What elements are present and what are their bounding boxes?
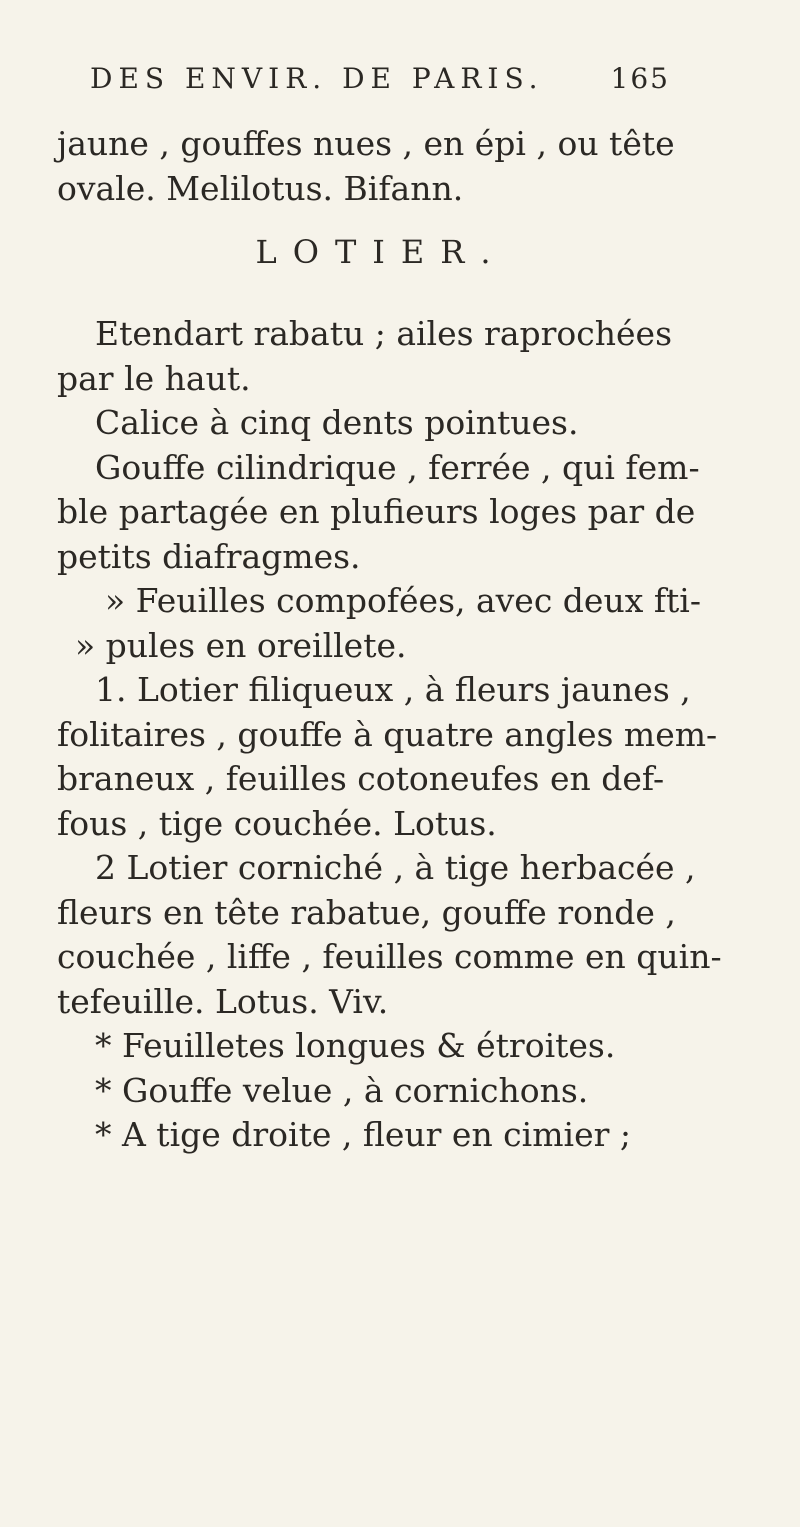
text-line: couchée , liffe , feuilles comme en quin- [57, 937, 722, 976]
text-line: fous , tige couchée. Lotus. [57, 803, 497, 843]
text-line: 2 Lotier corniché , à tige herbacée , [95, 848, 696, 887]
text-line: folitaires , gouffe à quatre angles mem- [57, 714, 718, 754]
body-text [57, 122, 722, 1158]
text-line: par le haut. [57, 358, 251, 398]
running-head [90, 62, 670, 95]
page-number: 165 [610, 62, 670, 95]
text-line: 1. Lotier filiqueux , à fleurs jaunes , [95, 670, 691, 709]
text-line: * A tige droite , fleur en cimier ; [95, 1115, 631, 1154]
text-line: Calice à cinq dents pointues. [95, 403, 579, 442]
text-line: braneux , feuilles cotoneufes en def- [57, 759, 665, 798]
text-line: Etendart rabatu ; ailes raprochées [95, 314, 673, 353]
text-line: * Gouffe velue , à cornichons. [95, 1070, 589, 1110]
section-heading: LOTIER. [255, 233, 507, 271]
text-line: » Feuilles compofées, avec deux fti- [105, 581, 701, 620]
running-head-title: DES ENVIR. DE PARIS. [90, 62, 544, 95]
text-line: Gouffe cilindrique , ferrée , qui fem- [95, 447, 700, 487]
text-line: » pules en oreillete. [75, 625, 407, 665]
text-line: jaune , gouffes nues , en épi , ou tête [57, 124, 675, 163]
text-line: tefeuille. Lotus. Viv. [57, 981, 389, 1021]
text-line: ovale. Melilotus. Bifann. [57, 168, 464, 208]
text-line: petits diafragmes. [57, 536, 361, 576]
text-line: fleurs en tête rabatue, gouffe ronde , [57, 892, 676, 932]
text-line: * Feuilletes longues & étroites. [95, 1026, 616, 1065]
text-line: ble partagée en plufieurs loges par de [57, 492, 696, 531]
